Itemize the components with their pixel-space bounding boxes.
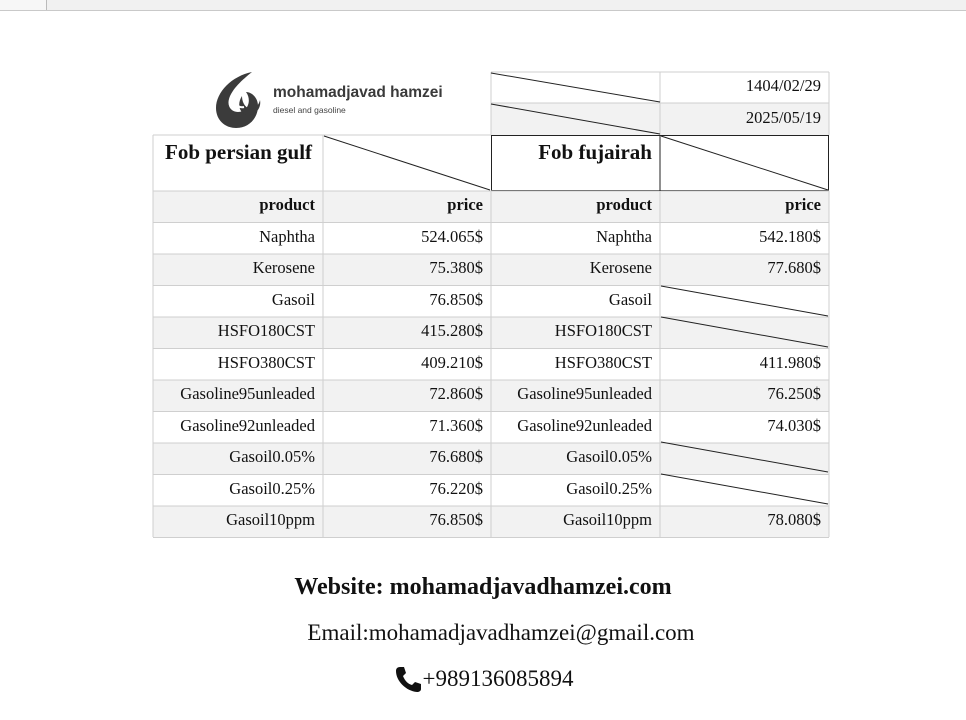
logo-name: mohamadjavad hamzei <box>273 84 443 101</box>
header-price-fuj: price <box>660 191 829 223</box>
product-name-pg: Gasoil10ppm <box>153 506 323 538</box>
phone-line <box>0 664 966 694</box>
price-fuj: 411.980$ <box>759 352 821 372</box>
header-price-pg: price <box>323 191 491 223</box>
product-name-pg: Gasoline92unleaded <box>180 415 315 435</box>
header-product-fuj: product <box>491 191 660 223</box>
website-line[interactable]: Website: mohamadjavadhamzei.com <box>294 574 672 600</box>
product-name-pg: HSFO380CST <box>217 352 315 372</box>
date-persian: 1404/02/29 <box>745 76 821 95</box>
price-pg: 76.220$ <box>429 478 483 498</box>
price-fuj: 78.080$ <box>660 506 829 538</box>
price-fuj: 542.180$ <box>759 226 821 246</box>
email-line[interactable]: Email:mohamadjavadhamzei@gmail.com <box>307 620 695 645</box>
product-name-pg: Gasoline95unleaded <box>153 380 323 412</box>
product-name-fuj: HSFO180CST <box>491 317 660 349</box>
price-pg: 71.360$ <box>429 415 483 435</box>
price-fuj <box>660 286 829 318</box>
price-pg: 76.850$ <box>429 289 483 309</box>
product-name-pg: Gasoil0.25% <box>229 478 315 498</box>
price-pg: 72.860$ <box>323 380 491 412</box>
price-pg: 524.065$ <box>421 226 483 246</box>
price-fuj: 77.680$ <box>660 254 829 286</box>
header-product-pg: product <box>153 191 323 223</box>
price-pg: 415.280$ <box>323 317 491 349</box>
price-pg: 75.380$ <box>323 254 491 286</box>
price-pg: 76.850$ <box>323 506 491 538</box>
flame-drop-logo-icon <box>212 70 268 130</box>
product-name-pg: Gasoil0.05% <box>153 443 323 475</box>
section-title-fujairah: Fob fujairah <box>538 140 652 164</box>
product-name-fuj: Gasoline92unleaded <box>517 415 652 435</box>
product-name-fuj: Gasoline95unleaded <box>491 380 660 412</box>
phone-number[interactable]: +989136085894 <box>422 666 574 691</box>
price-pg: 76.680$ <box>323 443 491 475</box>
product-name-fuj: Kerosene <box>491 254 660 286</box>
price-fuj <box>660 317 829 349</box>
date-gregorian: 2025/05/19 <box>745 108 821 127</box>
date-label-cell-2 <box>491 103 660 135</box>
product-name-fuj: HSFO380CST <box>554 352 652 372</box>
product-name-fuj: Gasoil0.25% <box>566 478 652 498</box>
product-name-fuj: Naphtha <box>596 226 652 246</box>
company-logo <box>212 70 472 132</box>
price-fuj: 76.250$ <box>660 380 829 412</box>
product-name-pg: Kerosene <box>153 254 323 286</box>
product-name-fuj: Gasoil10ppm <box>491 506 660 538</box>
price-fuj <box>660 475 829 507</box>
section-title-persian-gulf: Fob persian gulf <box>165 140 313 164</box>
price-fuj <box>660 443 829 475</box>
fujairah-title-box <box>491 135 829 191</box>
phone-icon <box>393 664 423 694</box>
product-name-fuj: Gasoil0.05% <box>491 443 660 475</box>
logo-tagline: diesel and gasoline <box>273 105 346 115</box>
price-pg: 409.210$ <box>421 352 483 372</box>
price-fuj: 74.030$ <box>767 415 821 435</box>
product-name-pg: Naphtha <box>259 226 315 246</box>
product-name-pg: HSFO180CST <box>153 317 323 349</box>
product-name-pg: Gasoil <box>271 289 315 309</box>
product-name-fuj: Gasoil <box>608 289 652 309</box>
